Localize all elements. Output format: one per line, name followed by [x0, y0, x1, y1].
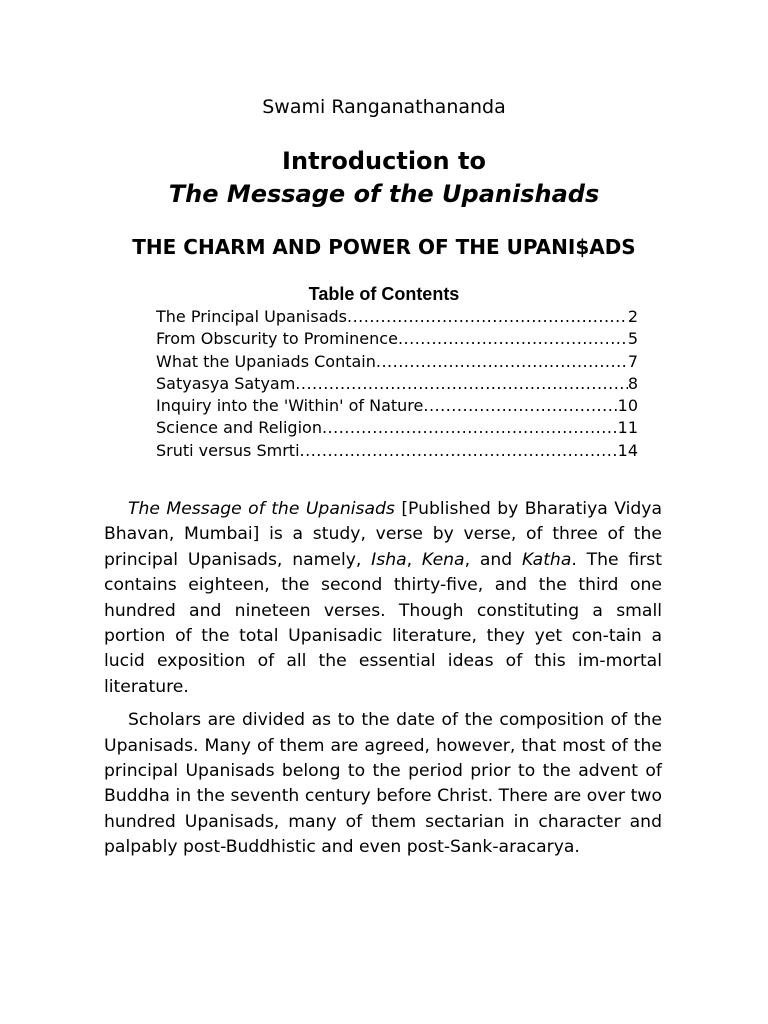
toc-entry-page: 2	[627, 307, 638, 326]
table-of-contents	[156, 306, 638, 462]
toc-leader-dots	[376, 351, 628, 373]
toc-entry-page: 11	[617, 418, 638, 438]
toc-leader-dots	[295, 373, 628, 395]
upanisad-name-katha: Katha	[522, 549, 572, 570]
toc-entry-page: 5	[627, 329, 638, 349]
toc-entry-label: From Obscurity to Prominence	[156, 329, 398, 349]
author-name: Swami Ranganathananda	[262, 96, 506, 118]
toc-leader-dots	[300, 440, 618, 462]
title-line-2: The Message of the Upanishads	[168, 180, 600, 208]
toc-leader-dots	[322, 417, 618, 439]
separator: , and	[464, 549, 522, 570]
toc-entry-page: 8	[627, 373, 638, 393]
toc-title: Table of Contents	[308, 284, 460, 304]
toc-entry-label: Science and Religion	[156, 418, 322, 438]
toc-entry-label: Satyasya Satyam	[156, 373, 296, 393]
toc-entry-label: Sruti versus Smrti	[156, 440, 300, 460]
upanisad-name-kena: Kena	[421, 549, 465, 570]
toc-entry-label: What the Upaniads Contain	[156, 351, 376, 371]
toc-entry-label: Inquiry into the 'Within' of Nature	[156, 396, 424, 416]
paragraph-1	[104, 497, 662, 700]
paragraph-1-text-b: . The first contains eighteen, the second thirty-five, and the third one hundred and nineteen verses. Though constituting a small portion of the total Upanisadic literature, they yet con-tain a lucid exposition of all the essential ideas of this im-mortal literature.	[104, 549, 662, 697]
toc-entry[interactable]	[156, 328, 638, 350]
toc-entry-page: 7	[627, 351, 638, 371]
section-heading: THE CHARM AND POWER OF THE UPANI$ADS	[132, 235, 636, 259]
document-title	[0, 145, 768, 211]
toc-entry[interactable]	[156, 306, 638, 328]
paragraph-2: Scholars are divided as to the date of the composition of the Upanisads. Many of them are agreed, however, that most of the principal Upanisads belong to the period prior to the advent of Buddha in the seventh century before Christ. There are over two hundred Upanisads, many of them sectarian in character and palpably post-Buddhistic and even post-Sank-aracarya.	[104, 710, 662, 858]
toc-entry[interactable]	[156, 373, 638, 395]
toc-entry-page: 10	[617, 396, 638, 416]
title-line-1: Introduction to	[282, 147, 486, 175]
toc-entry[interactable]	[156, 351, 638, 373]
toc-entry[interactable]	[156, 440, 638, 462]
upanisad-name-isha: Isha	[371, 549, 407, 570]
toc-entry-label: The Principal Upanisads	[156, 307, 347, 326]
toc-entry[interactable]	[156, 395, 638, 417]
paragraph-1-text-a: [Published by Bharatiya Vidya Bhavan, Mumbai] is a study, verse by verse, of three of the principal Upanisads, namely,	[104, 499, 662, 570]
toc-leader-dots	[423, 395, 617, 417]
body-text	[104, 497, 662, 869]
book-title-reference: The Message of the Upanisads	[128, 499, 395, 519]
separator: ,	[406, 549, 422, 570]
toc-entry[interactable]	[156, 417, 638, 439]
toc-leader-dots	[398, 328, 628, 350]
toc-entry-page: 14	[617, 440, 638, 460]
toc-leader-dots	[347, 306, 628, 328]
